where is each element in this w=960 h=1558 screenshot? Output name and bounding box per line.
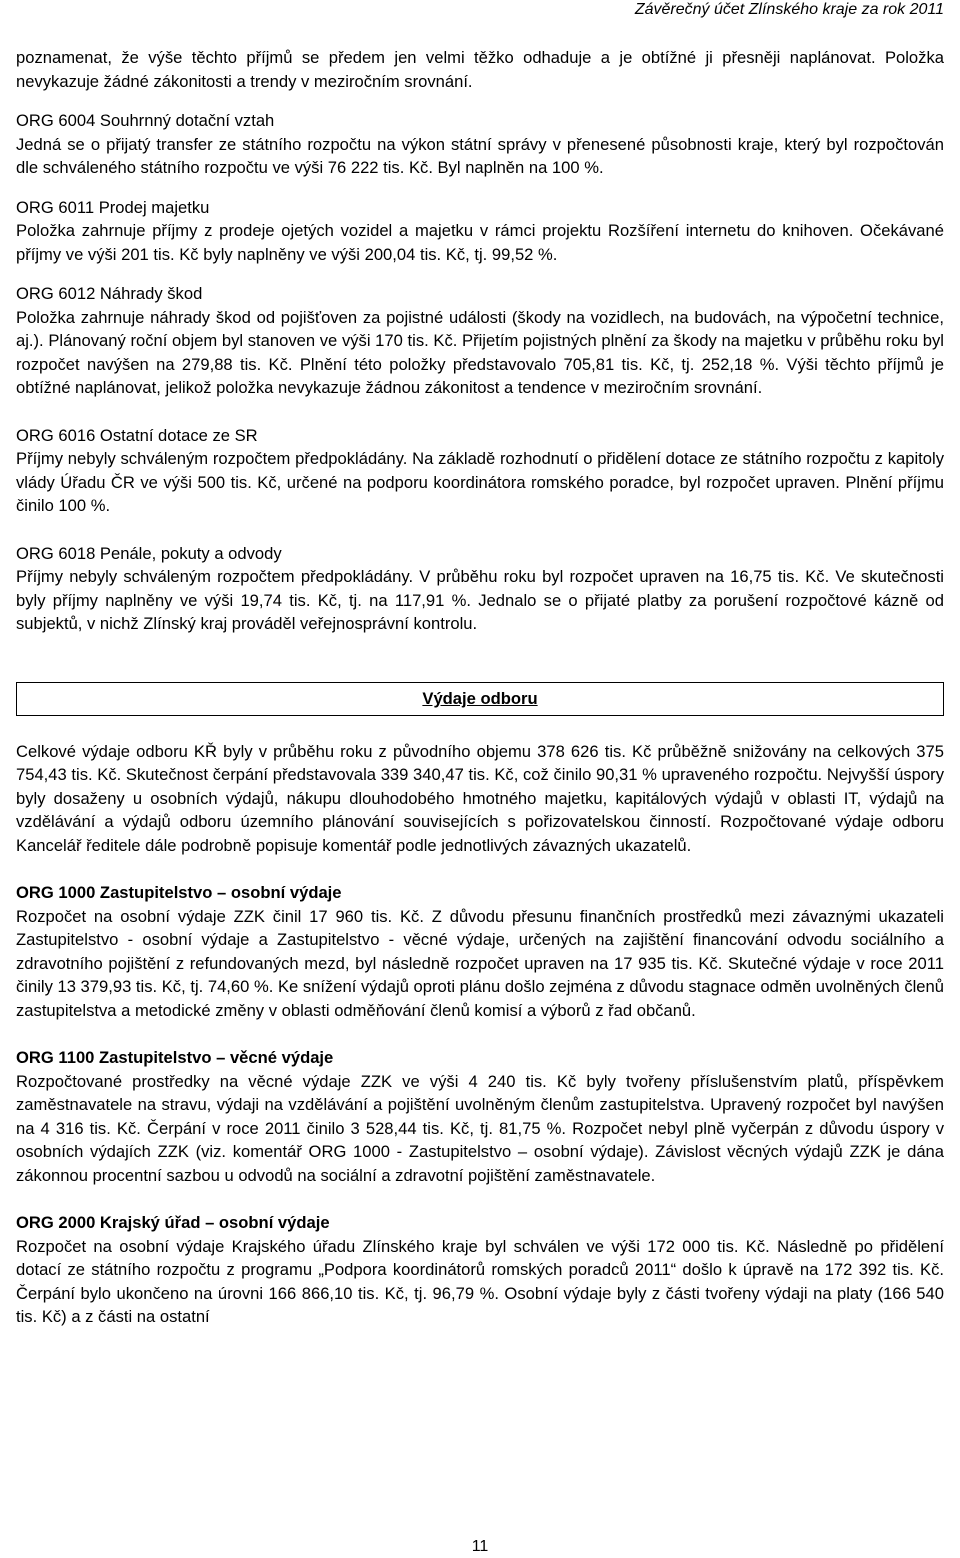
section-text: Příjmy nebyly schváleným rozpočtem předpokládány. Na základě rozhodnutí o přidělení dotace ze státního rozpočtu z kapitoly vlády Úřadu ČR ve výši 500 tis. Kč, určené na podporu koordinátora romského poradce, byl rozpočet upraven. Plnění příjmu činilo 100 %. <box>16 449 944 515</box>
section-title: ORG 6012 Náhrady škod <box>16 284 203 303</box>
section-text: Příjmy nebyly schváleným rozpočtem předpokládány. V průběhu roku byl rozpočet upraven na 16,75 tis. Kč. Ve skutečnosti byly příjmy naplněny ve výši 19,74 tis. Kč, tj. na 117,91 %. Jednalo se o přijaté platby za porušení rozpočtové kázně od subjektů, v nichž Zlínský kraj prováděl veřejnosprávní kontrolu. <box>16 567 944 633</box>
section-title: ORG 2000 Krajský úřad – osobní výdaje <box>16 1213 330 1232</box>
section-title: ORG 6016 Ostatní dotace ze SR <box>16 425 258 445</box>
section-text: Rozpočet na osobní výdaje Krajského úřadu Zlínského kraje byl schválen ve výši 172 000 tis. Kč. Následně po přidělení dotací ze státního rozpočtu z programu „Podpora koordinátorů romských poradců 2011“ došlo k úpravě na 172 392 tis. Kč. Čerpání bylo ukončeno na úrovni 166 866,10 tis. Kč, tj. 96,79 %. Osobní výdaje byly z části tvořeny výdaji na platy (166 540 tis. Kč) a z části na ostatní <box>16 1236 944 1326</box>
expenses-intro <box>16 740 944 858</box>
section-text: Položka zahrnuje příjmy z prodeje ojetých vozidel a majetku v rámci projektu Rozšíření internetu do knihoven. Očekávané příjmy ve výši 201 tis. Kč byly naplněny ve výši 200,04 tis. Kč, tj. 99,52 %. <box>16 221 944 264</box>
section-title: ORG 6004 Souhrnný dotační vztah <box>16 111 275 130</box>
section-org-1000 <box>16 881 944 1022</box>
expenses-heading: Výdaje odboru <box>422 688 538 708</box>
section-org-6016 <box>16 424 944 518</box>
expenses-heading-box <box>16 682 944 716</box>
expenses-intro-text: Celkové výdaje odboru KŘ byly v průběhu roku z původního objemu 378 626 tis. Kč průběžně snižovány na celkových 375 754,43 tis. Kč. Skutečnost čerpání představovala 339 340,47 tis. Kč, což činilo 90,31 % upraveného rozpočtu. Nejvyšší úspory byly dosaženy u osobních výdajů, nákupu dlouhodobého hmotného majetku, kapitálových výdajů v oblasti IT, výdajů na vzdělávání a výdajů odboru územního plánování souvisejících s pořizovatelskou činností. Rozpočtované výdaje odboru Kancelář ředitele dále podrobně popisuje komentář podle jednotlivých závazných ukazatelů. <box>16 741 944 855</box>
section-org-1100 <box>16 1046 944 1187</box>
section-text: Jedná se o přijatý transfer ze státního rozpočtu na výkon státní správy v přenesené působnosti kraje, který byl rozpočtován dle schváleného státního rozpočtu ve výši 76 222 tis. Kč. Byl naplněn na 100 %. <box>16 134 944 177</box>
section-org-6011 <box>16 196 944 267</box>
intro-paragraph: poznamenat, že výše těchto příjmů se předem jen velmi těžko odhaduje a je obtížné ji přesněji naplánovat. Položka nevykazuje žádné zákonitosti a trendy v meziročním srovnání. <box>16 48 944 91</box>
section-text: Položka zahrnuje náhrady škod od pojišťoven za pojistné události (škody na vozidlech, na budovách, na výpočetní technice, aj.). Plánovaný roční objem byl stanoven ve výši 170 tis. Kč. Přijetím pojistných plnění za škody na majetku v průběhu roku byl rozpočet navýšen na 279,88 tis. Kč. Plnění této položky představovalo 705,81 tis. Kč, tj. 252,18 %. Výši těchto příjmů je obtížné naplánovat, jelikož položka nevykazuje žádnou zákonitost a tendence v meziročním srovnání. <box>16 307 944 397</box>
section-title: ORG 6011 Prodej majetku <box>16 197 210 217</box>
section-org-2000 <box>16 1211 944 1329</box>
section-org-6004 <box>16 109 944 180</box>
section-org-6018 <box>16 542 944 636</box>
section-title: ORG 6018 Penále, pokuty a odvody <box>16 543 282 563</box>
section-title: ORG 1100 Zastupitelstvo – věcné výdaje <box>16 1048 334 1067</box>
page-number: 11 <box>471 1538 489 1555</box>
document-header: Závěrečný účet Zlínského kraje za rok 2011 <box>634 1 944 18</box>
section-title: ORG 1000 Zastupitelstvo – osobní výdaje <box>16 883 342 902</box>
section-text: Rozpočet na osobní výdaje ZZK činil 17 960 tis. Kč. Z důvodu přesunu finančních prostředků mezi závaznými ukazateli Zastupitelstvo - osobní výdaje a Zastupitelstvo - věcné výdaje, určených na zajištění financování odvodu sociálního a zdravotního pojištění z refundovaných mezd, byl následně rozpočet upraven na 17 935 tis. Kč. Skutečné výdaje v roce 2011 činily 13 379,93 tis. Kč, tj. 74,60 %. Ke snížení výdajů oproti plánu došlo zejména z důvodu stagnace odměn uvolněných členů zastupitelstva a metodické změny v oblasti odměňování členů komisí a výborů z řad občanů. <box>16 906 944 1020</box>
section-org-6012 <box>16 282 944 400</box>
section-text: Rozpočtované prostředky na věcné výdaje ZZK ve výši 4 240 tis. Kč byly tvořeny příslušenstvím platů, příspěvkem zaměstnavatele na stravu, výdaji na vzdělávání a pojištění uvolněným členům zastupitelstva. Upravený rozpočet byl navýšen na 4 316 tis. Kč. Čerpání v roce 2011 činilo 3 528,44 tis. Kč, tj. 81,75 %. Rozpočet nebyl plně vyčerpán z důvodu úspory v osobních výdajích ZZK (viz. komentář ORG 1000 - Zastupitelstvo – osobní výdaje). Závislost věcných výdajů ZZK je dána zákonnou procentní sazbou u odvodů na sociální a zdravotní pojištění zaměstnavatele. <box>16 1071 944 1185</box>
document-body <box>16 46 944 1329</box>
